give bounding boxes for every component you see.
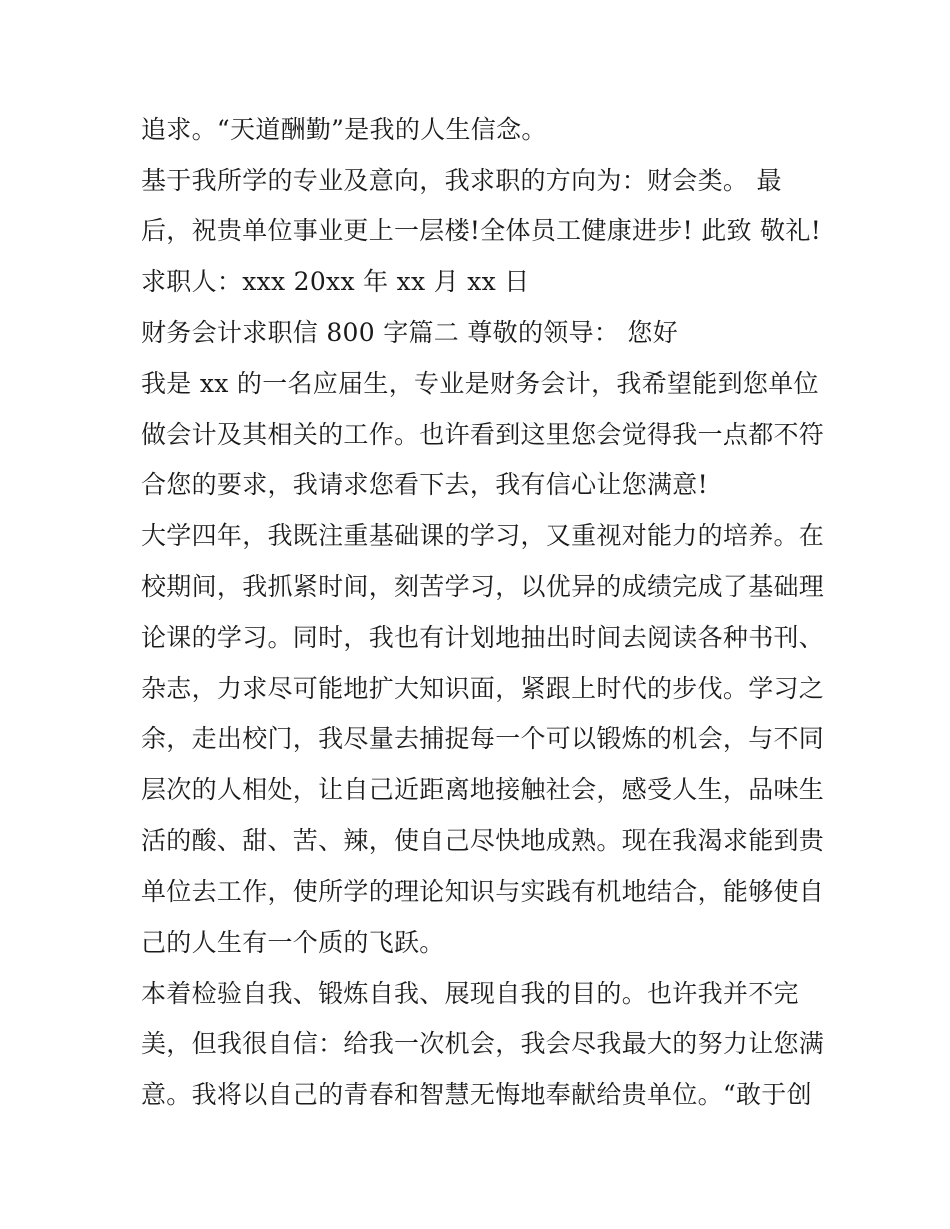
text-line: 合您的要求，我请求您看下去，我有信心让您满意! — [141, 470, 708, 499]
text-line: 求职人：xxx 20xx 年 xx 月 xx 日 — [141, 267, 530, 296]
text-line: 财务会计求职信 800 字篇二 尊敬的领导： 您好 — [141, 318, 679, 347]
text-line: 做会计及其相关的工作。也许看到这里您会觉得我一点都不符 — [141, 420, 825, 449]
text-line: 活的酸、甜、苦、辣，使自己尽快地成熟。现在我渴求能到贵 — [141, 826, 825, 855]
text-line: 大学四年，我既注重基础课的学习，又重视对能力的培养。在 — [141, 521, 825, 550]
text-line: 论课的学习。同时，我也有计划地抽出时间去阅读各种书刊、 — [141, 623, 825, 652]
text-line: 美，但我很自信：给我一次机会，我会尽我最大的努力让您满 — [141, 1029, 825, 1058]
text-line: 我是 xx 的一名应届生，专业是财务会计，我希望能到您单位 — [141, 369, 819, 398]
text-line: 余，走出校门，我尽量去捕捉每一个可以锻炼的机会，与不同 — [141, 724, 825, 753]
text-line: 基于我所学的专业及意向，我求职的方向为：财会类。 最 — [141, 166, 782, 195]
text-line: 校期间，我抓紧时间，刻苦学习，以优异的成绩完成了基础理 — [141, 572, 825, 601]
text-line: 本着检验自我、锻炼自我、展现自我的目的。也许我并不完 — [141, 979, 799, 1008]
text-line: 后，祝贵单位事业更上一层楼!全体员工健康进步! 此致 敬礼! — [141, 216, 822, 245]
text-line: 杂志，力求尽可能地扩大知识面，紧跟上时代的步伐。学习之 — [141, 674, 825, 703]
text-line: 己的人生有一个质的飞跃。 — [141, 928, 445, 957]
text-line: 追求。“天道酬勤”是我的人生信念。 — [141, 115, 547, 144]
text-line: 意。我将以自己的青春和智慧无悔地奉献给贵单位。“敢于创 — [141, 1080, 812, 1109]
text-line: 层次的人相处，让自己近距离地接触社会，感受人生，品味生 — [141, 775, 825, 804]
text-line: 单位去工作，使所学的理论知识与实践有机地结合，能够使自 — [141, 877, 825, 906]
